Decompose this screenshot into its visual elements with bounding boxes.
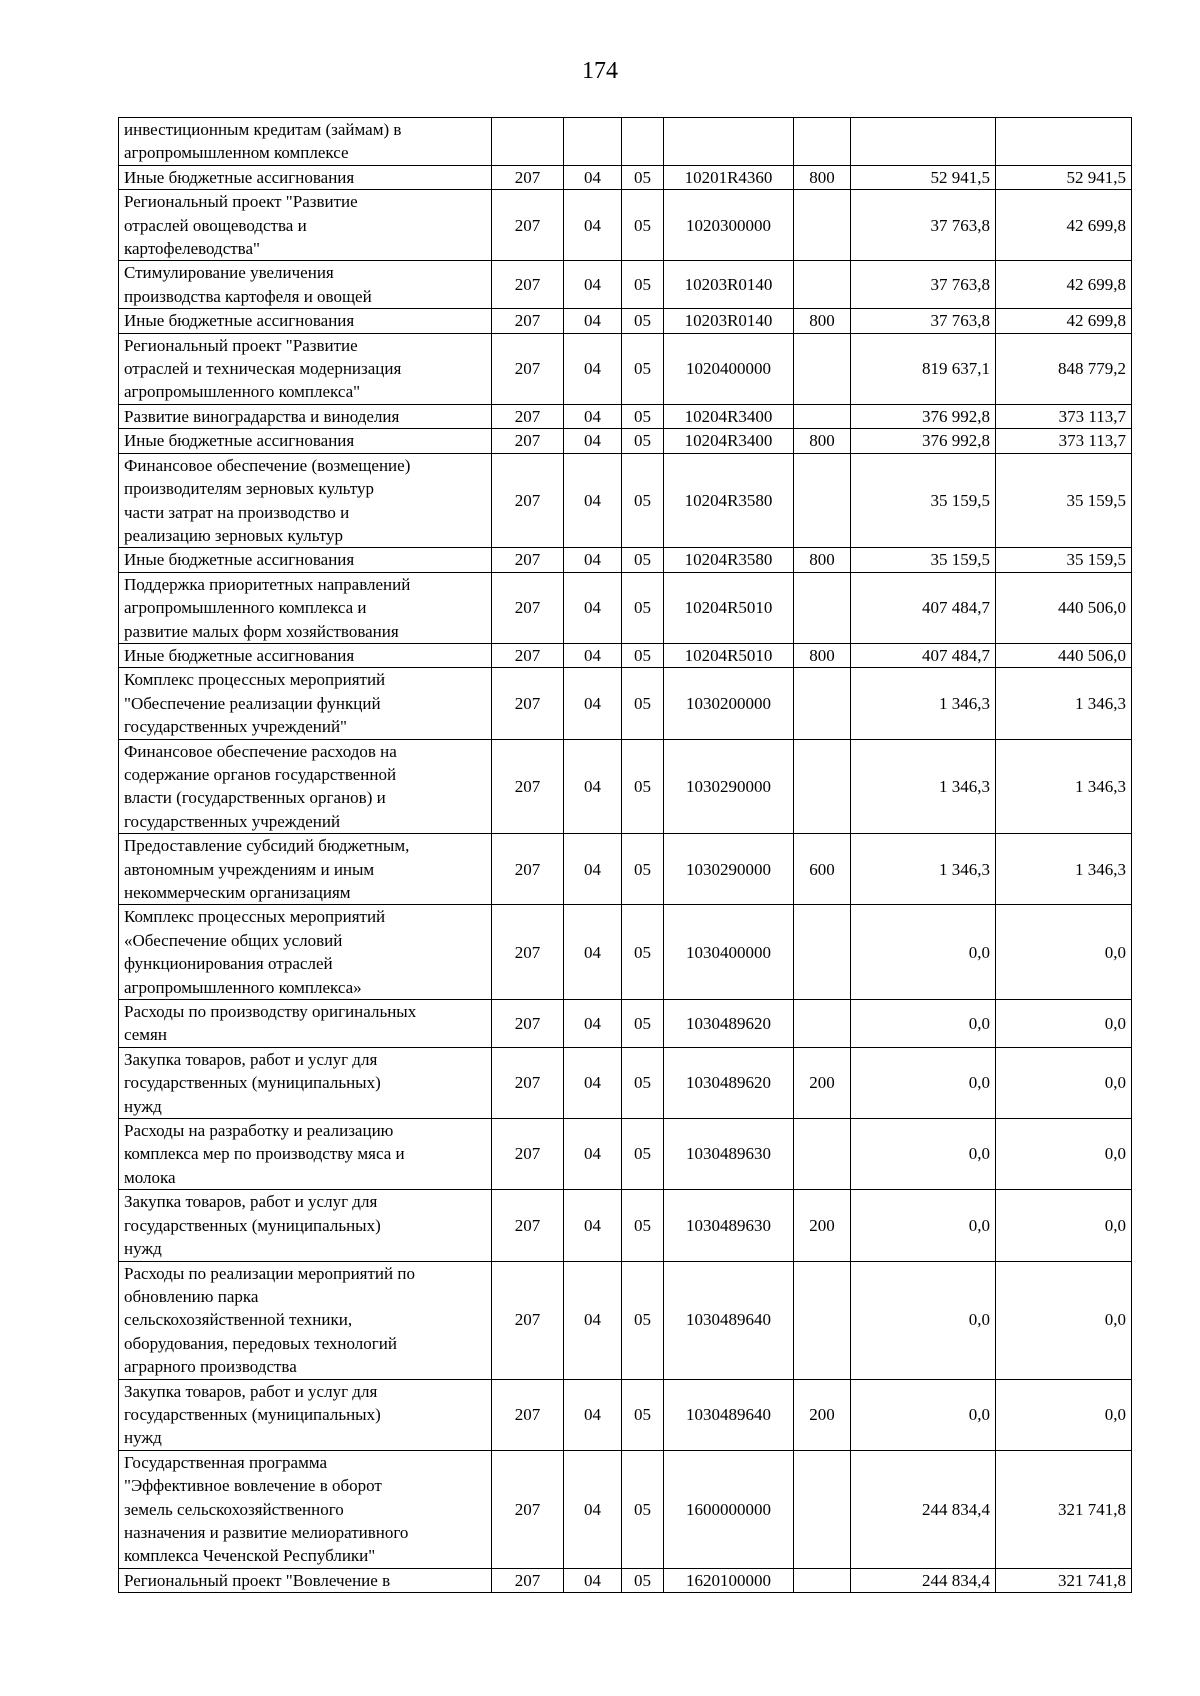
table-row <box>119 1190 1132 1261</box>
amount-year-1: 376 992,8 <box>851 404 996 428</box>
target-article-code: 10203R0140 <box>664 261 794 309</box>
item-name: Расходы по реализации мероприятий по обновлению парка сельскохозяйственной техники, оборудования, передовых технологий аграрного производства <box>119 1261 492 1379</box>
amount-year-2: 0,0 <box>996 1190 1132 1261</box>
target-article-code: 10204R3400 <box>664 429 794 453</box>
amount-year-2: 42 699,8 <box>996 190 1132 261</box>
target-article-code: 1030290000 <box>664 834 794 905</box>
subsection-code: 05 <box>622 309 664 333</box>
expense-type-code: 800 <box>794 165 851 189</box>
admin-code: 207 <box>492 548 564 572</box>
amount-year-2: 373 113,7 <box>996 429 1132 453</box>
target-article-code: 10203R0140 <box>664 309 794 333</box>
subsection-code: 05 <box>622 333 664 404</box>
item-name: инвестиционным кредитам (займам) в агропромышленном комплексе <box>119 118 492 166</box>
expense-type-code: 800 <box>794 548 851 572</box>
section-code: 04 <box>564 1261 622 1379</box>
section-code: 04 <box>564 1047 622 1118</box>
amount-year-2: 848 779,2 <box>996 333 1132 404</box>
target-article-code <box>664 118 794 166</box>
item-name: Финансовое обеспечение расходов на содержание органов государственной власти (государственных органов) и государственных учреждений <box>119 739 492 834</box>
admin-code: 207 <box>492 1047 564 1118</box>
amount-year-1: 0,0 <box>851 1190 996 1261</box>
expense-type-code: 800 <box>794 309 851 333</box>
admin-code: 207 <box>492 1190 564 1261</box>
section-code: 04 <box>564 261 622 309</box>
expense-type-code <box>794 739 851 834</box>
subsection-code: 05 <box>622 404 664 428</box>
item-name: Закупка товаров, работ и услуг для государственных (муниципальных) нужд <box>119 1047 492 1118</box>
target-article-code: 10204R3580 <box>664 453 794 548</box>
admin-code: 207 <box>492 261 564 309</box>
section-code: 04 <box>564 834 622 905</box>
admin-code <box>492 118 564 166</box>
expense-type-code <box>794 1450 851 1568</box>
section-code: 04 <box>564 1450 622 1568</box>
page-number: 174 <box>582 58 618 84</box>
table-row <box>119 261 1132 309</box>
table-row <box>119 429 1132 453</box>
admin-code: 207 <box>492 1261 564 1379</box>
admin-code: 207 <box>492 1000 564 1048</box>
section-code: 04 <box>564 429 622 453</box>
section-code: 04 <box>564 548 622 572</box>
table-row <box>119 1450 1132 1568</box>
target-article-code: 1030489630 <box>664 1190 794 1261</box>
table-row <box>119 309 1132 333</box>
subsection-code: 05 <box>622 668 664 739</box>
item-name: Иные бюджетные ассигнования <box>119 165 492 189</box>
target-article-code: 1600000000 <box>664 1450 794 1568</box>
table-row <box>119 1568 1132 1592</box>
amount-year-2: 440 506,0 <box>996 572 1132 643</box>
amount-year-1: 1 346,3 <box>851 834 996 905</box>
amount-year-1: 1 346,3 <box>851 739 996 834</box>
subsection-code: 05 <box>622 1450 664 1568</box>
expense-type-code: 800 <box>794 643 851 667</box>
item-name: Финансовое обеспечение (возмещение) производителям зерновых культур части затрат на производство и реализацию зерновых культур <box>119 453 492 548</box>
amount-year-2: 0,0 <box>996 1047 1132 1118</box>
item-name: Иные бюджетные ассигнования <box>119 643 492 667</box>
item-name: Стимулирование увеличения производства картофеля и овощей <box>119 261 492 309</box>
amount-year-1: 0,0 <box>851 1379 996 1450</box>
admin-code: 207 <box>492 1119 564 1190</box>
section-code: 04 <box>564 333 622 404</box>
item-name: Иные бюджетные ассигнования <box>119 309 492 333</box>
amount-year-2: 0,0 <box>996 1379 1132 1450</box>
table-row <box>119 190 1132 261</box>
amount-year-2: 0,0 <box>996 1000 1132 1048</box>
target-article-code: 10204R3400 <box>664 404 794 428</box>
amount-year-1: 407 484,7 <box>851 572 996 643</box>
admin-code: 207 <box>492 739 564 834</box>
section-code: 04 <box>564 404 622 428</box>
admin-code: 207 <box>492 190 564 261</box>
expense-type-code <box>794 905 851 1000</box>
target-article-code: 1030200000 <box>664 668 794 739</box>
target-article-code: 10204R3580 <box>664 548 794 572</box>
table-row <box>119 453 1132 548</box>
expense-type-code <box>794 333 851 404</box>
section-code: 04 <box>564 165 622 189</box>
item-name: Государственная программа "Эффективное вовлечение в оборот земель сельскохозяйственного назначения и развитие мелиоративного комплекса Чеченской Республики" <box>119 1450 492 1568</box>
target-article-code: 1030290000 <box>664 739 794 834</box>
target-article-code: 10204R5010 <box>664 572 794 643</box>
subsection-code: 05 <box>622 429 664 453</box>
section-code: 04 <box>564 668 622 739</box>
admin-code: 207 <box>492 1379 564 1450</box>
amount-year-1: 35 159,5 <box>851 548 996 572</box>
item-name: Закупка товаров, работ и услуг для государственных (муниципальных) нужд <box>119 1190 492 1261</box>
admin-code: 207 <box>492 309 564 333</box>
expense-type-code <box>794 118 851 166</box>
item-name: Региональный проект "Развитие отраслей и техническая модернизация агропромышленного комплекса" <box>119 333 492 404</box>
subsection-code: 05 <box>622 165 664 189</box>
admin-code: 207 <box>492 453 564 548</box>
target-article-code: 1030489630 <box>664 1119 794 1190</box>
section-code: 04 <box>564 453 622 548</box>
expense-type-code <box>794 453 851 548</box>
target-article-code: 10204R5010 <box>664 643 794 667</box>
amount-year-2: 440 506,0 <box>996 643 1132 667</box>
item-name: Региональный проект "Развитие отраслей овощеводства и картофелеводства" <box>119 190 492 261</box>
table-row <box>119 572 1132 643</box>
amount-year-2: 1 346,3 <box>996 834 1132 905</box>
amount-year-2: 321 741,8 <box>996 1450 1132 1568</box>
table-row <box>119 118 1132 166</box>
admin-code: 207 <box>492 668 564 739</box>
expense-type-code <box>794 572 851 643</box>
target-article-code: 1030489640 <box>664 1379 794 1450</box>
amount-year-2: 52 941,5 <box>996 165 1132 189</box>
section-code: 04 <box>564 905 622 1000</box>
expense-type-code: 200 <box>794 1190 851 1261</box>
item-name: Иные бюджетные ассигнования <box>119 429 492 453</box>
amount-year-1: 37 763,8 <box>851 190 996 261</box>
amount-year-1: 0,0 <box>851 1119 996 1190</box>
item-name: Поддержка приоритетных направлений агропромышленного комплекса и развитие малых форм хозяйствования <box>119 572 492 643</box>
section-code: 04 <box>564 643 622 667</box>
subsection-code: 05 <box>622 453 664 548</box>
subsection-code: 05 <box>622 1119 664 1190</box>
admin-code: 207 <box>492 165 564 189</box>
admin-code: 207 <box>492 1450 564 1568</box>
subsection-code: 05 <box>622 1261 664 1379</box>
table-row <box>119 404 1132 428</box>
item-name: Закупка товаров, работ и услуг для государственных (муниципальных) нужд <box>119 1379 492 1450</box>
section-code <box>564 118 622 166</box>
section-code: 04 <box>564 739 622 834</box>
amount-year-1: 376 992,8 <box>851 429 996 453</box>
target-article-code: 1620100000 <box>664 1568 794 1592</box>
admin-code: 207 <box>492 834 564 905</box>
target-article-code: 1030400000 <box>664 905 794 1000</box>
expense-type-code: 600 <box>794 834 851 905</box>
subsection-code: 05 <box>622 572 664 643</box>
target-article-code: 1030489640 <box>664 1261 794 1379</box>
subsection-code: 05 <box>622 261 664 309</box>
amount-year-1: 819 637,1 <box>851 333 996 404</box>
amount-year-1: 244 834,4 <box>851 1450 996 1568</box>
amount-year-2: 42 699,8 <box>996 309 1132 333</box>
subsection-code: 05 <box>622 190 664 261</box>
admin-code: 207 <box>492 404 564 428</box>
target-article-code: 10201R4360 <box>664 165 794 189</box>
amount-year-1: 407 484,7 <box>851 643 996 667</box>
subsection-code: 05 <box>622 643 664 667</box>
amount-year-1: 37 763,8 <box>851 309 996 333</box>
amount-year-2 <box>996 118 1132 166</box>
section-code: 04 <box>564 1379 622 1450</box>
expense-type-code <box>794 404 851 428</box>
budget-table-body <box>119 118 1132 1593</box>
admin-code: 207 <box>492 572 564 643</box>
table-row <box>119 834 1132 905</box>
subsection-code: 05 <box>622 1000 664 1048</box>
table-row <box>119 643 1132 667</box>
target-article-code: 1030489620 <box>664 1047 794 1118</box>
item-name: Комплекс процессных мероприятий «Обеспечение общих условий функционирования отраслей агропромышленного комплекса» <box>119 905 492 1000</box>
amount-year-1: 52 941,5 <box>851 165 996 189</box>
table-row <box>119 548 1132 572</box>
item-name: Развитие виноградарства и виноделия <box>119 404 492 428</box>
section-code: 04 <box>564 190 622 261</box>
subsection-code: 05 <box>622 548 664 572</box>
subsection-code <box>622 118 664 166</box>
subsection-code: 05 <box>622 905 664 1000</box>
item-name: Расходы на разработку и реализацию комплекса мер по производству мяса и молока <box>119 1119 492 1190</box>
amount-year-1: 0,0 <box>851 1261 996 1379</box>
expense-type-code <box>794 261 851 309</box>
amount-year-2: 0,0 <box>996 905 1132 1000</box>
table-row <box>119 1379 1132 1450</box>
section-code: 04 <box>564 1568 622 1592</box>
item-name: Предоставление субсидий бюджетным, автономным учреждениям и иным некоммерческим организациям <box>119 834 492 905</box>
subsection-code: 05 <box>622 1047 664 1118</box>
admin-code: 207 <box>492 429 564 453</box>
target-article-code: 1030489620 <box>664 1000 794 1048</box>
amount-year-2: 321 741,8 <box>996 1568 1132 1592</box>
section-code: 04 <box>564 1000 622 1048</box>
target-article-code: 1020400000 <box>664 333 794 404</box>
table-row <box>119 1047 1132 1118</box>
table-row <box>119 165 1132 189</box>
amount-year-2: 0,0 <box>996 1119 1132 1190</box>
amount-year-1: 0,0 <box>851 1000 996 1048</box>
expense-type-code <box>794 1119 851 1190</box>
subsection-code: 05 <box>622 1190 664 1261</box>
amount-year-1: 0,0 <box>851 905 996 1000</box>
amount-year-1: 37 763,8 <box>851 261 996 309</box>
admin-code: 207 <box>492 333 564 404</box>
target-article-code: 1020300000 <box>664 190 794 261</box>
amount-year-1: 0,0 <box>851 1047 996 1118</box>
subsection-code: 05 <box>622 834 664 905</box>
amount-year-1: 244 834,4 <box>851 1568 996 1592</box>
expense-type-code <box>794 190 851 261</box>
amount-year-2: 0,0 <box>996 1261 1132 1379</box>
admin-code: 207 <box>492 1568 564 1592</box>
expense-type-code: 800 <box>794 429 851 453</box>
subsection-code: 05 <box>622 1379 664 1450</box>
amount-year-2: 1 346,3 <box>996 739 1132 834</box>
budget-table <box>118 117 1132 1593</box>
expense-type-code <box>794 1261 851 1379</box>
expense-type-code: 200 <box>794 1047 851 1118</box>
amount-year-1: 35 159,5 <box>851 453 996 548</box>
section-code: 04 <box>564 309 622 333</box>
admin-code: 207 <box>492 643 564 667</box>
section-code: 04 <box>564 1119 622 1190</box>
section-code: 04 <box>564 1190 622 1261</box>
amount-year-2: 42 699,8 <box>996 261 1132 309</box>
table-row <box>119 1000 1132 1048</box>
expense-type-code <box>794 1000 851 1048</box>
subsection-code: 05 <box>622 739 664 834</box>
table-row <box>119 1261 1132 1379</box>
amount-year-2: 35 159,5 <box>996 548 1132 572</box>
item-name: Расходы по производству оригинальных семян <box>119 1000 492 1048</box>
table-row <box>119 1119 1132 1190</box>
section-code: 04 <box>564 572 622 643</box>
table-row <box>119 905 1132 1000</box>
item-name: Региональный проект "Вовлечение в <box>119 1568 492 1592</box>
amount-year-2: 373 113,7 <box>996 404 1132 428</box>
table-row <box>119 333 1132 404</box>
subsection-code: 05 <box>622 1568 664 1592</box>
table-row <box>119 668 1132 739</box>
item-name: Иные бюджетные ассигнования <box>119 548 492 572</box>
expense-type-code: 200 <box>794 1379 851 1450</box>
item-name: Комплекс процессных мероприятий "Обеспечение реализации функций государственных учреждений" <box>119 668 492 739</box>
amount-year-1: 1 346,3 <box>851 668 996 739</box>
amount-year-1 <box>851 118 996 166</box>
amount-year-2: 35 159,5 <box>996 453 1132 548</box>
expense-type-code <box>794 668 851 739</box>
admin-code: 207 <box>492 905 564 1000</box>
amount-year-2: 1 346,3 <box>996 668 1132 739</box>
expense-type-code <box>794 1568 851 1592</box>
table-row <box>119 739 1132 834</box>
